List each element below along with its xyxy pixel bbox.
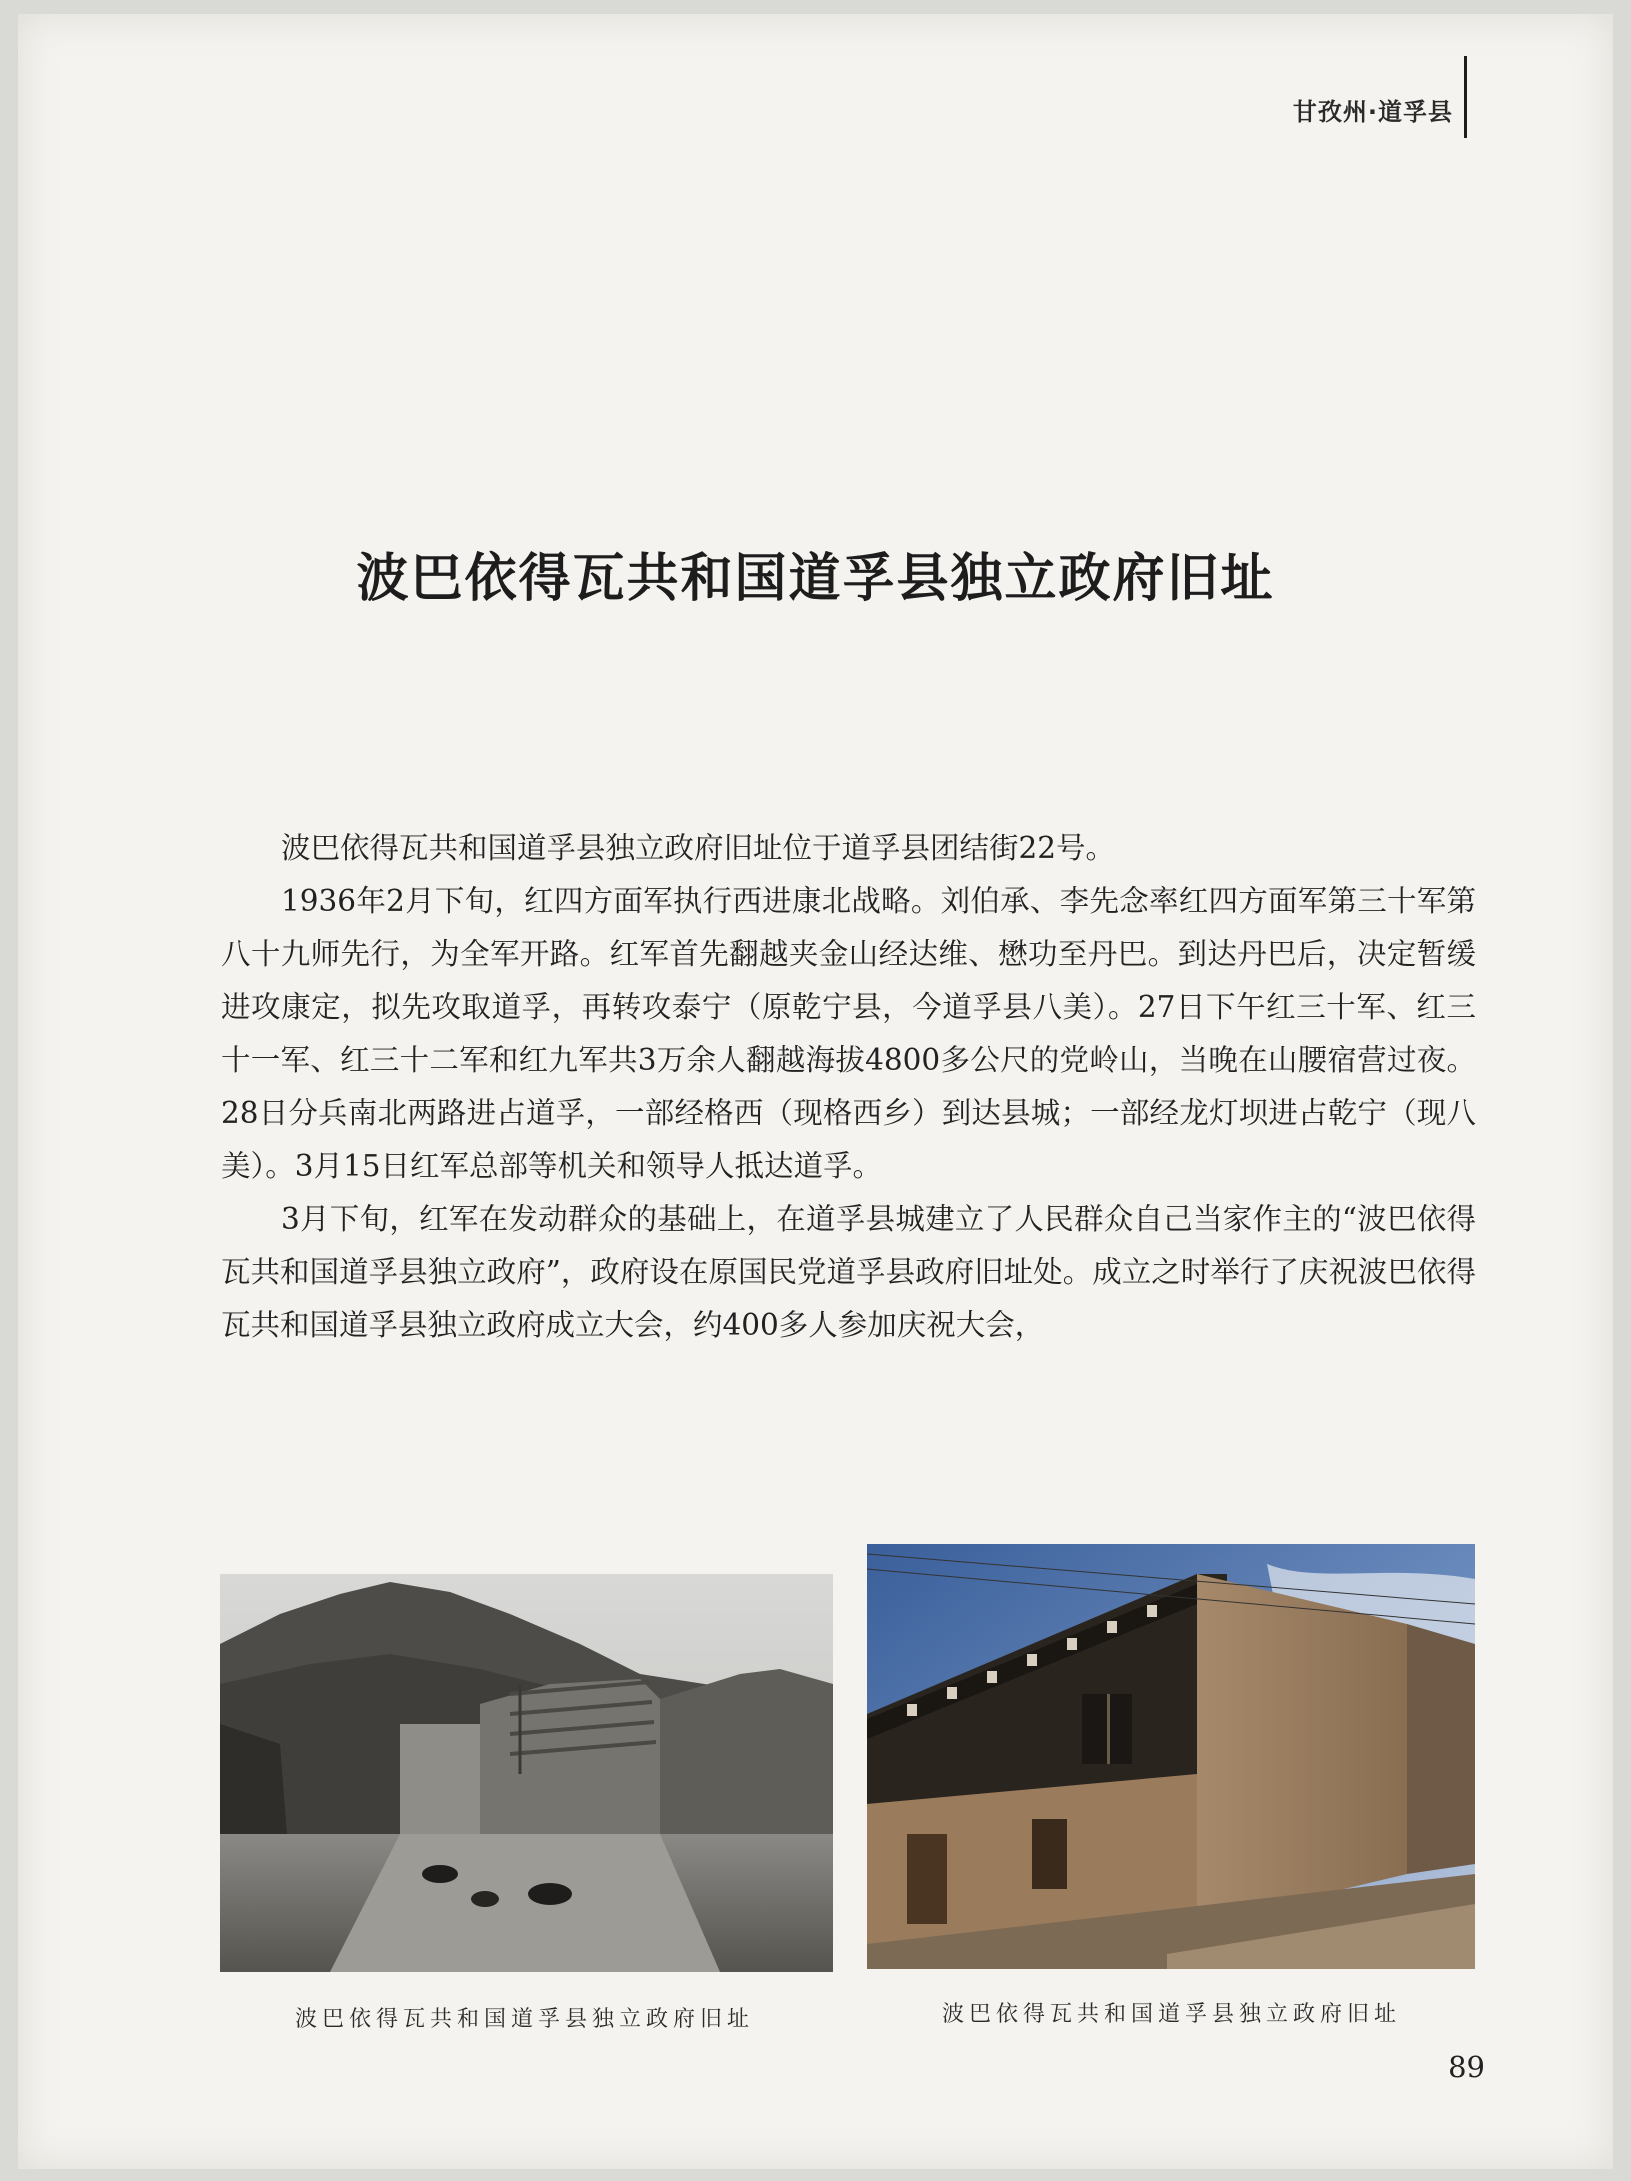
page-number: 89	[1448, 2050, 1485, 2084]
article-body	[221, 822, 1476, 1352]
photo-village-street	[220, 1574, 833, 1972]
paragraph-3: 3月下旬，红军在发动群众的基础上，在道孚县城建立了人民群众自己当家作主的“波巴依得瓦共和国道孚县独立政府”，政府设在原国民党道孚县政府旧址处。成立之时举行了庆祝波巴依得瓦共和国道孚县独立政府成立大会，约400多人参加庆祝大会，	[221, 1202, 1476, 1342]
running-header: 甘孜州·道孚县	[1292, 98, 1453, 126]
paragraph-2: 1936年2月下旬，红四方面军执行西进康北战略。刘伯承、李先念率红四方面军第三十军第八十九师先行，为全军开路。红军首先翻越夹金山经达维、懋功至丹巴。到达丹巴后，决定暂缓进攻康定，拟先攻取道孚，再转攻泰宁（原乾宁县，今道孚县八美）。27日下午红三十军、红三十一军、红三十二军和红九军共3万余人翻越海拔4800多公尺的党岭山，当晚在山腰宿营过夜。28日分兵南北两路进占道孚，一部经格西（现格西乡）到达县城；一部经龙灯坝进占乾宁（现八美）。3月15日红军总部等机关和领导人抵达道孚。	[221, 884, 1476, 1183]
photo-stone-building	[867, 1544, 1475, 1969]
header-divider	[1464, 56, 1467, 138]
paragraph-1: 波巴依得瓦共和国道孚县独立政府旧址位于道孚县团结街22号。	[281, 831, 1116, 865]
article-title: 波巴依得瓦共和国道孚县独立政府旧址	[356, 548, 1275, 609]
book-page	[18, 14, 1613, 2169]
photo-caption-left: 波巴依得瓦共和国道孚县独立政府旧址	[295, 2007, 755, 2032]
photo-caption-right: 波巴依得瓦共和国道孚县独立政府旧址	[942, 2002, 1402, 2027]
